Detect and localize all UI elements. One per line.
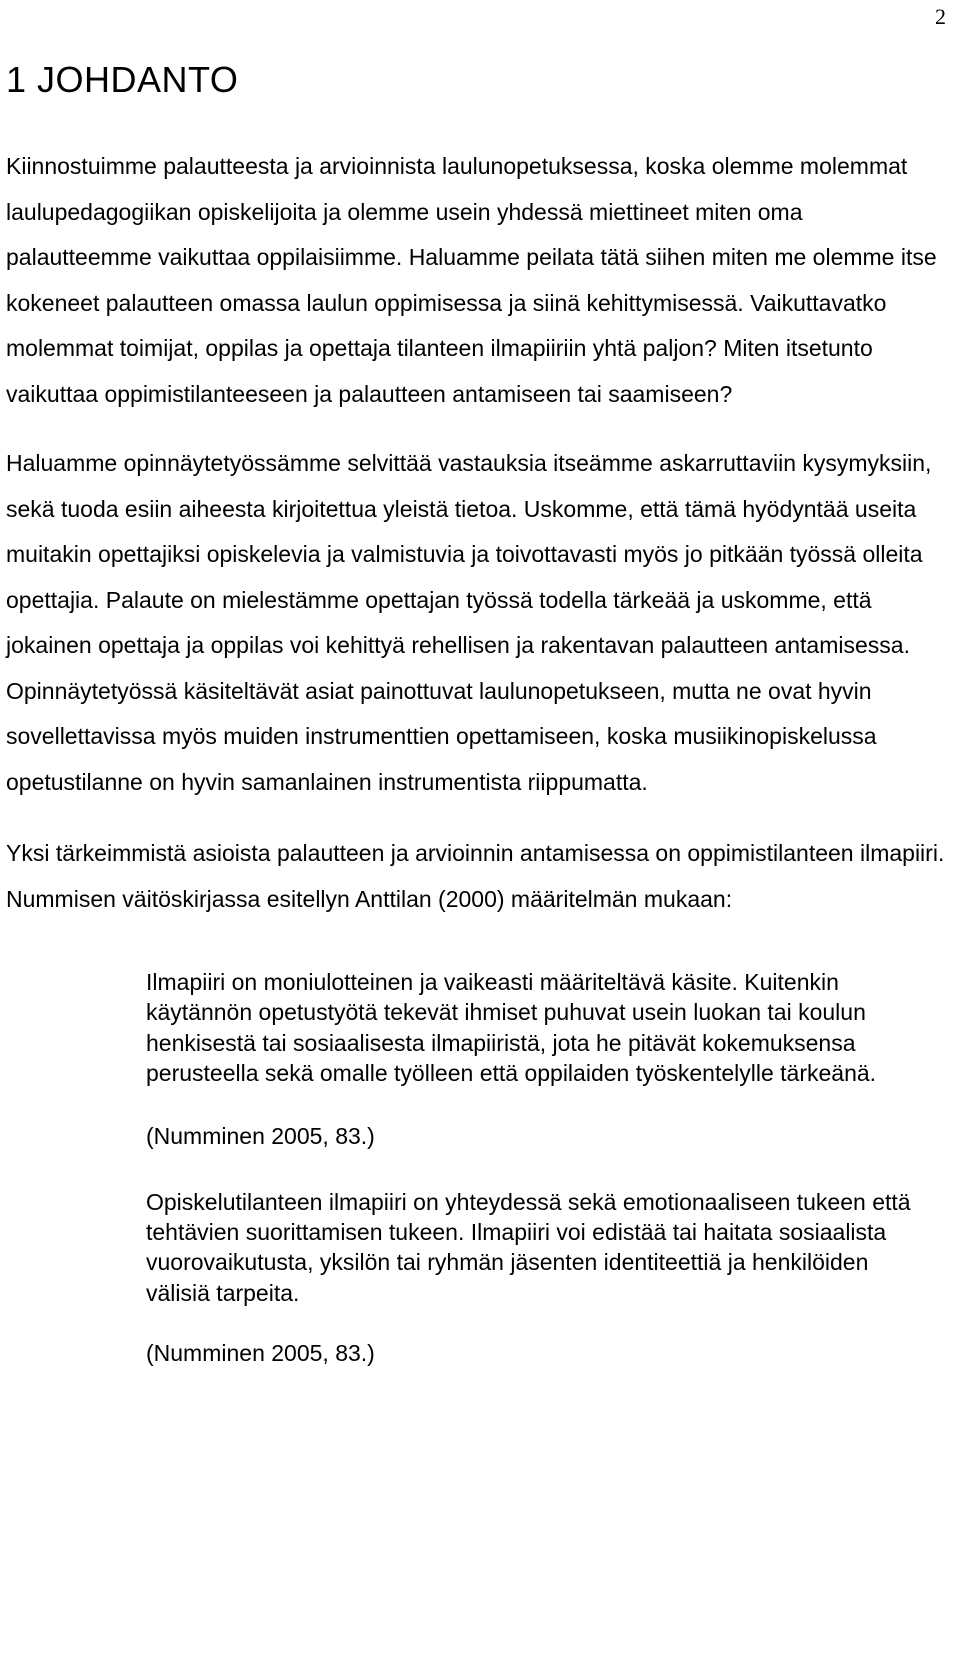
block-quote-1: Ilmapiiri on moniulotteinen ja vaikeasti määriteltävä käsite. Kuitenkin käytännön opetustyötä tekevät ihmiset puhuvat usein luokan tai koulun henkisestä tai sosiaalisesta ilmapiiristä, jota he pitävät kokemuksensa perusteella sekä omalle työlleen että oppilaiden työskentelylle tärkeänä. — [146, 969, 877, 1087]
citation-1: (Numminen 2005, 83.) — [146, 1122, 375, 1149]
paragraph-intro: Kiinnostuimme palautteesta ja arvioinnista laulunopetuksessa, koska olemme molemmat laulupedagogiikan opiskelijoita ja olemme usein yhdessä miettineet miten oma palautteemme vaikuttaa oppilaisiimme. Haluamme peilata tätä siihen miten me olemme itse kokeneet palautteen omassa laulun oppimisessa ja siinä kehittymisessä. Vaikuttavatko molemmat toimijat, oppilas ja opettaja tilanteen ilmapiiriin yhtä paljon? Miten itsetunto vaikuttaa oppimistilanteeseen ja palautteen antamiseen tai saamiseen? — [6, 153, 937, 407]
document-body — [6, 52, 946, 1391]
block-quote-2: Opiskelutilanteen ilmapiiri on yhteydessä sekä emotionaaliseen tukeen että tehtävien suorittamisen tukeen. Ilmapiiri voi edistää tai haitata sosiaalista vuorovaikutusta, yksilön tai ryhmän jäsenten identiteettiä ja henkilöiden välisiä tarpeita. — [146, 1188, 911, 1306]
citation-2: (Numminen 2005, 83.) — [146, 1340, 375, 1367]
chapter-heading: 1 JOHDANTO — [6, 59, 239, 100]
page-number: 2 — [935, 4, 946, 29]
paragraph-atmosphere: Yksi tärkeimmistä asioista palautteen ja arvioinnin antamisessa on oppimistilanteen ilmapiiri. Nummisen väitöskirjassa esitellyn Anttilan (2000) määritelmän mukaan: — [6, 840, 945, 912]
paragraph-aims: Haluamme opinnäytetyössämme selvittää vastauksia itseämme askarruttaviin kysymyksiin, sekä tuoda esiin aiheesta kirjoitettua yleistä tietoa. Uskomme, että tämä hyödyntää useita muitakin opettajiksi opiskelevia ja valmistuvia ja toivottavasti myös jo pitkään työssä olleita opettajia. Palaute on mielestämme opettajan työssä todella tärkeää ja uskomme, että jokainen opettaja ja oppilas voi kehittyä rehellisen ja rakentavan palautteen antamisessa. Opinnäytetyössä käsiteltävät asiat painottuvat laulunopetukseen, mutta ne ovat hyvin sovellettavissa myös muiden instrumenttien opettamiseen, koska musiikinopiskelussa opetustilanne on hyvin samanlainen instrumentista riippumatta. — [6, 450, 932, 795]
